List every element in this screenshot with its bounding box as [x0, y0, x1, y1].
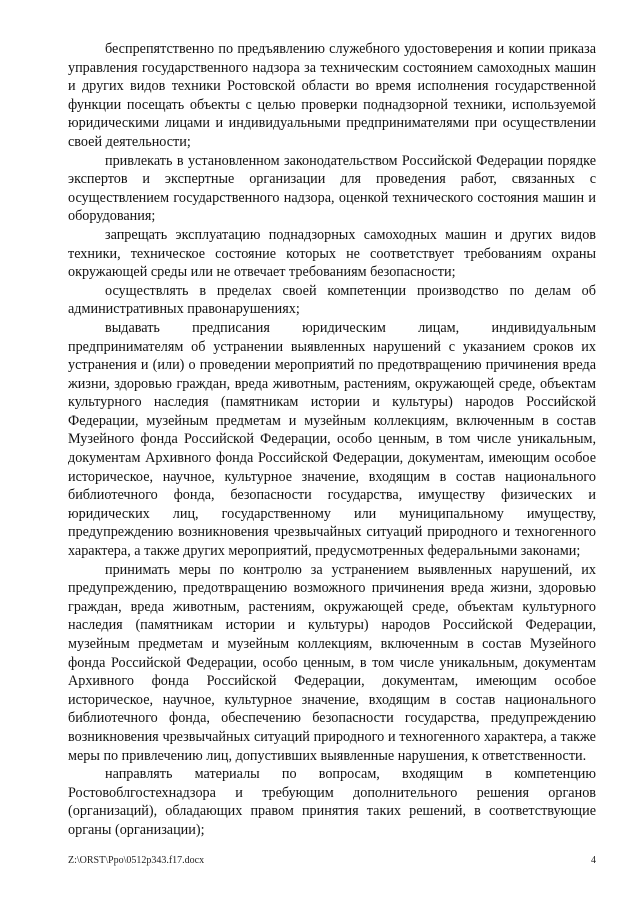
- paragraph-5: выдавать предписания юридическим лицам, индивидуальным предпринимателям об устранении выявленных нарушений с указанием сроков их устранения и (или) о проведении мероприятий по предотвращению причинения вреда жизни, здоровью граждан, вреда животным, растениям, окружающей среде, объектам культурного наследия (памятникам истории и культуры) народов Российской Федерации, музейным предметам и музейным коллекциям, включенным в состав Музейного фонда Российской Федерации, особо ценным, в том числе уникальным, документам Архивного фонда Российской Федерации, документам, имеющим особое историческое, научное, культурное значение, входящим в состав национального библиотечного фонда, безопасности государства, имуществу физических и юридических лиц, государственному или муниципальному имуществу, предупреждению возникновения чрезвычайных ситуаций природного и техногенного характера, а также других мероприятий, предусмотренных федеральными законами;: [68, 319, 596, 560]
- file-path: Z:\ORST\Ppo\0512p343.f17.docx: [68, 855, 205, 866]
- document-body: [68, 40, 596, 840]
- paragraph-4: осуществлять в пределах своей компетенции производство по делам об административных правонарушениях;: [68, 282, 596, 318]
- paragraph-6: принимать меры по контролю за устранением выявленных нарушений, их предупреждению, предотвращению возможного причинения вреда жизни, здоровью граждан, вреда животным, растениям, окружающей среде, объектам культурного наследия (памятникам истории и культуры) народов Российской Федерации, музейным предметам и музейным коллекциям, включенным в состав Музейного фонда Российской Федерации, особо ценным, в том числе уникальным, документам Архивного фонда Российской Федерации, документам, имеющим особое историческое, научное, культурное значение, входящим в состав национального библиотечного фонда, обеспечению безопасности государства, предупреждению возникновения чрезвычайных ситуаций природного и техногенного характера, а также меры по привлечению лиц, допустивших выявленные нарушения, к ответственности.: [68, 561, 596, 764]
- paragraph-1: беспрепятственно по предъявлению служебного удостоверения и копии приказа управления государственного надзора за техническим состоянием самоходных машин и других видов техники Ростовской области во время исполнения государственной функции посещать объекты с целью проверки поднадзорной техники, используемой юридическими лицами и индивидуальными предпринимателями при осуществлении своей деятельности;: [68, 41, 596, 150]
- page-number: 4: [591, 855, 596, 866]
- paragraph-3: запрещать эксплуатацию поднадзорных самоходных машин и других видов техники, техническое состояние которых не соответствует требованиям охраны окружающей среды или не отвечает требованиям безопасности;: [68, 226, 596, 281]
- paragraph-7: направлять материалы по вопросам, входящим в компетенцию Ростовоблгостехнадзора и требующим дополнительного решения органов (организаций), обладающих правом принятия таких решений, в соответствующие органы (организации);: [68, 766, 596, 838]
- paragraph-2: привлекать в установленном законодательством Российской Федерации порядке экспертов и экспертные организации для проведения работ, связанных с осуществлением государственного надзора, оценкой технического состояния машин и оборудования;: [68, 152, 596, 225]
